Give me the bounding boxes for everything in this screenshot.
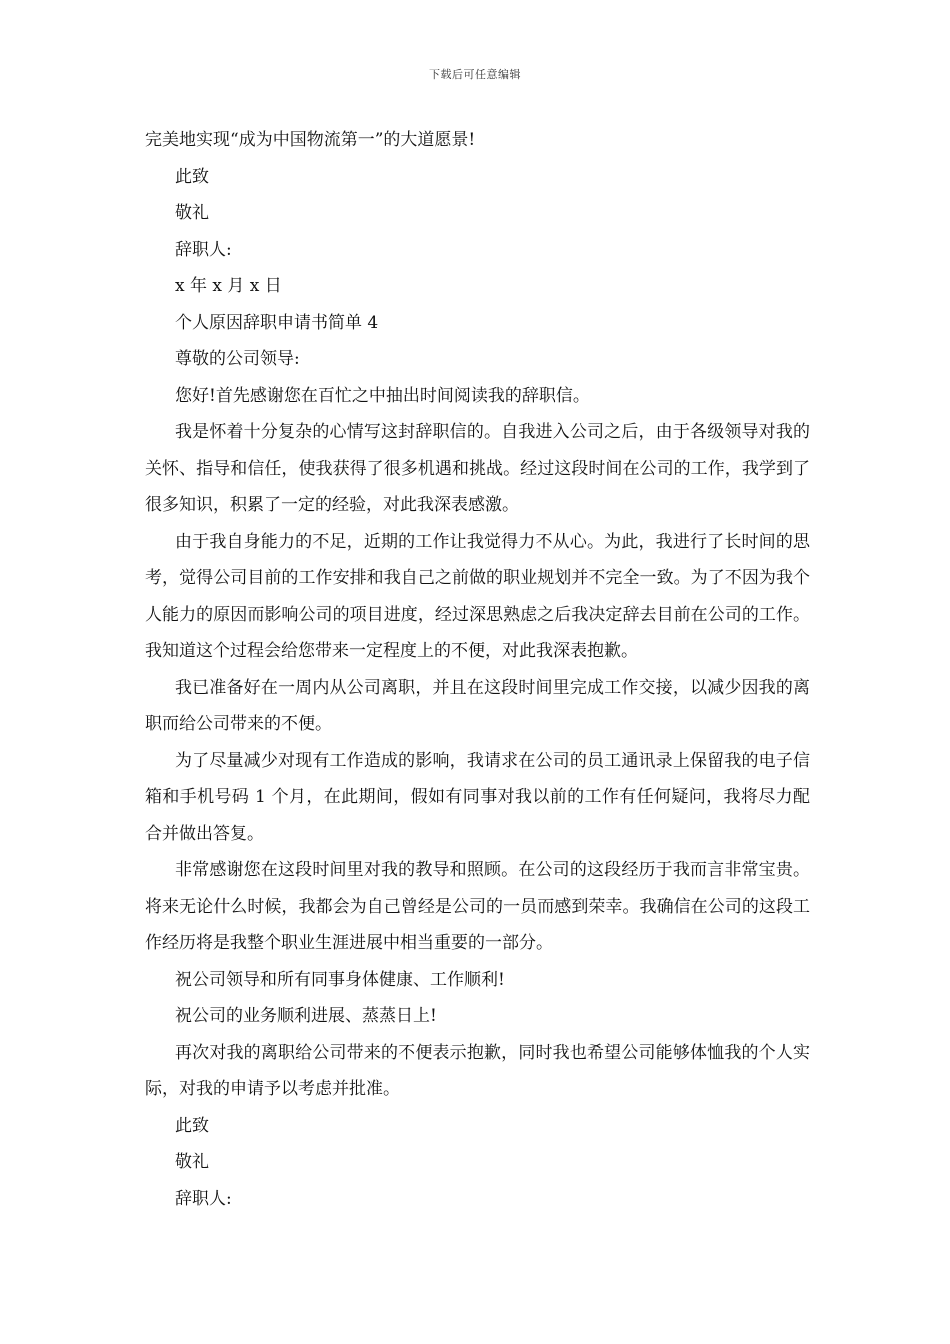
body-paragraph: 再次对我的离职给公司带来的不便表示抱歉，同时我也希望公司能够体恤我的个人实际，对我的申请予以考虑并批准。 xyxy=(145,1042,810,1099)
body-paragraph: 我是怀着十分复杂的心情写这封辞职信的。自我进入公司之后，由于各级领导对我的关怀、指导和信任，使我获得了很多机遇和挑战。经过这段时间在公司的工作，我学到了很多知识，积累了一定的经验，对此我深表感激。 xyxy=(145,422,810,515)
letter-greeting: 尊敬的公司领导: xyxy=(175,349,300,369)
opening-paragraph: 您好!首先感谢您在百忙之中抽出时间阅读我的辞职信。 xyxy=(175,385,590,406)
signature-label: 辞职人: xyxy=(175,239,232,260)
body-paragraph: 由于我自身能力的不足，近期的工作让我觉得力不从心。为此，我进行了长时间的思考，觉得公司目前的工作安排和我自己之前做的职业规划并不完全一致。为了不因为我个人能力的原因而影响公司的项目进度，经过深思熟虑之后我决定辞去目前在公司的工作。我知道这个过程会给您带来一定程度上的不便，对此我深表抱歉。 xyxy=(145,531,810,661)
body-paragraph: 我已准备好在一周内从公司离职，并且在这段时间里完成工作交接，以减少因我的离职而给公司带来的不便。 xyxy=(145,677,810,734)
wish-line: 祝公司的业务顺利进展、蒸蒸日上! xyxy=(175,1006,437,1026)
signature-label: 辞职人: xyxy=(175,1188,232,1209)
salutation-jingli: 敬礼 xyxy=(175,1152,209,1172)
body-paragraph: 为了尽量减少对现有工作造成的影响，我请求在公司的员工通讯录上保留我的电子信箱和手机号码 1 个月，在此期间，假如有同事对我以前的工作有任何疑问，我将尽力配合并做出答复。 xyxy=(145,750,810,844)
date-line: x 年 x 月 x 日 xyxy=(175,276,282,296)
body-paragraph: 非常感谢您在这段时间里对我的教导和照顾。在公司的这段经历于我而言非常宝贵。将来无论什么时候，我都会为自己曾经是公司的一员而感到荣幸。我确信在公司的这段工作经历将是我整个职业生涯进展中相当重要的一部分。 xyxy=(145,860,810,953)
section-title: 个人原因辞职申请书简单 4 xyxy=(175,312,379,333)
document-body xyxy=(145,122,810,1217)
salutation-jingli: 敬礼 xyxy=(175,203,209,223)
salutation-cizhi: 此致 xyxy=(175,1115,209,1136)
wish-line: 祝公司领导和所有同事身体健康、工作顺利! xyxy=(175,969,505,990)
page-header-note: 下载后可任意编辑 xyxy=(429,68,521,81)
closing-vision-line: 完美地实现“成为中国物流第一”的大道愿景! xyxy=(145,130,476,150)
salutation-cizhi: 此致 xyxy=(175,166,209,187)
